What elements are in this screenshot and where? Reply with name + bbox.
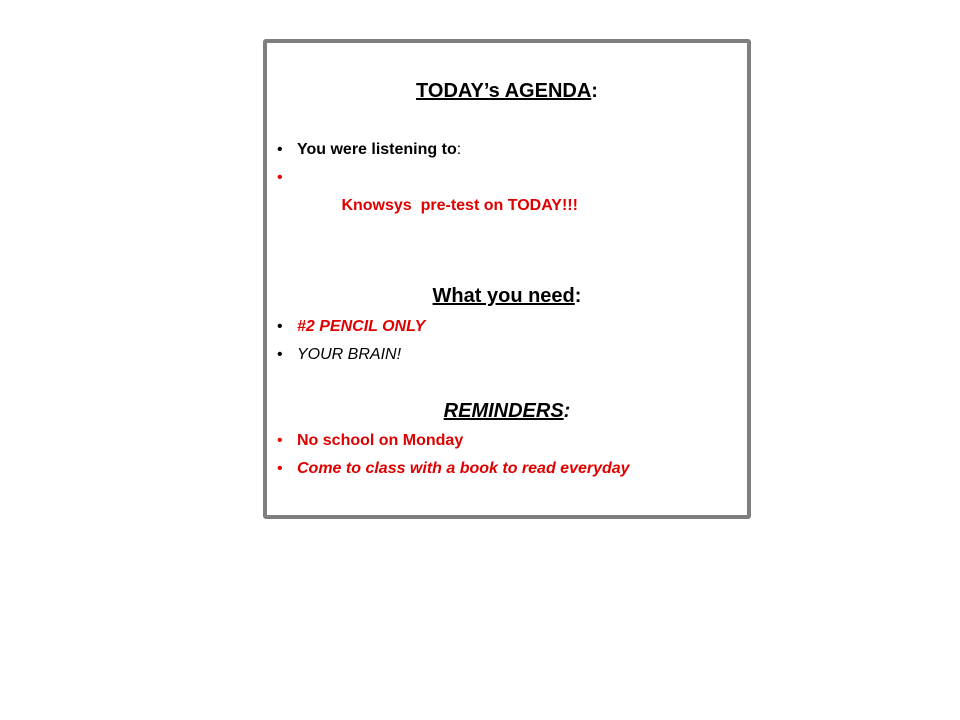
list-item xyxy=(277,313,425,341)
needs-item-text: #2 PENCIL ONLY xyxy=(297,318,426,335)
bullet-icon: • xyxy=(277,141,283,158)
agenda-title: TODAY’s AGENDA xyxy=(416,80,592,102)
list-item xyxy=(277,136,578,164)
needs-list xyxy=(277,313,425,369)
reminders-item-text: Come to class with a book to read everyday xyxy=(297,460,630,477)
reminders-heading xyxy=(267,399,747,423)
agenda-heading xyxy=(267,79,747,103)
list-item xyxy=(277,455,630,483)
agenda-title-colon: : xyxy=(591,80,598,102)
needs-heading xyxy=(267,284,747,308)
reminders-item-text: No school on Monday xyxy=(297,432,464,449)
bullet-icon: • xyxy=(277,432,283,449)
bullet-icon: • xyxy=(277,346,283,363)
needs-title: What you need xyxy=(432,285,575,307)
needs-item-text: YOUR BRAIN! xyxy=(297,346,402,363)
agenda-panel xyxy=(263,39,751,519)
list-item xyxy=(277,427,630,455)
agenda-item-text: You were listening to xyxy=(297,141,457,158)
agenda-list xyxy=(277,136,578,248)
needs-title-colon: : xyxy=(574,285,582,307)
reminders-title: REMINDERS xyxy=(443,400,564,422)
list-item xyxy=(277,341,425,369)
bullet-icon: • xyxy=(277,169,283,186)
bullet-icon: • xyxy=(277,460,283,477)
reminders-list xyxy=(277,427,630,483)
reminders-title-colon: : xyxy=(563,400,571,422)
bullet-icon: • xyxy=(277,318,283,335)
list-item xyxy=(277,164,578,248)
agenda-item-text: Knowsys pre-test on TODAY!!! xyxy=(332,197,578,214)
agenda-item-colon: : xyxy=(456,141,462,158)
